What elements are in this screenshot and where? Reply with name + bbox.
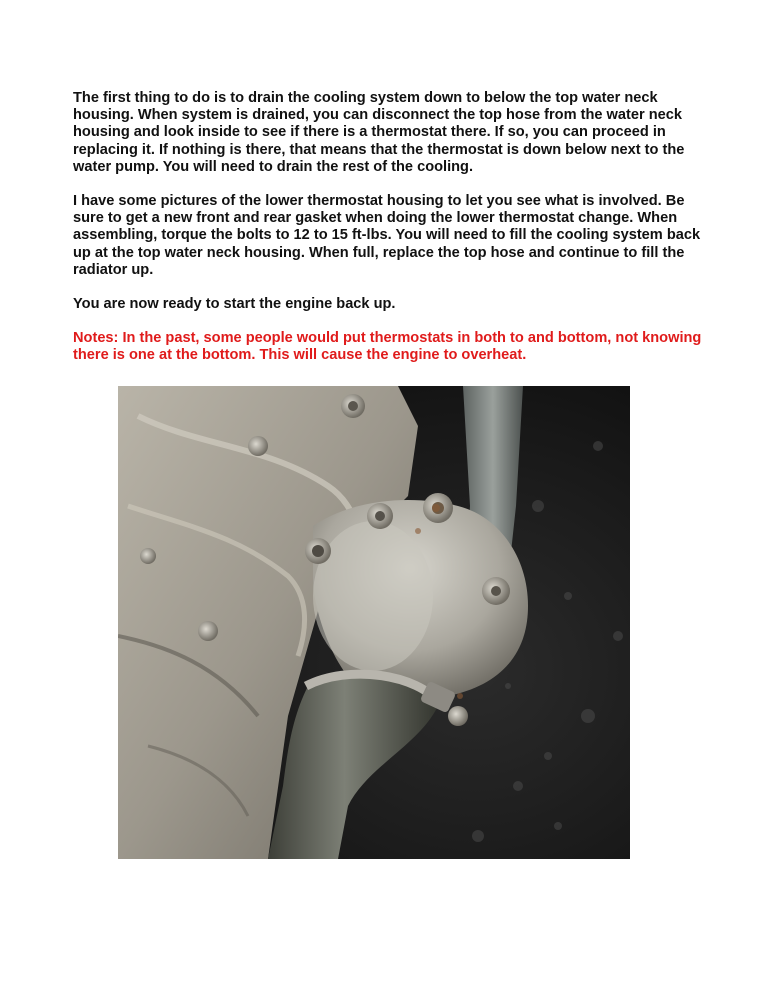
document-body	[73, 90, 713, 382]
clamp-screw	[448, 706, 468, 726]
thermostat-housing-photo	[118, 386, 630, 859]
paragraph-lower-thermostat-housing: I have some pictures of the lower thermostat housing to let you see what is involved. Be sure to get a new front and rear gasket when doing the lower thermostat change. When assembling, torque the bolts to 12 to 15 ft-lbs. You will need to fill the cooling system back up at the top water neck housing. When full, replace the top hose and continue to fill the radiator up.	[73, 193, 701, 278]
paragraph-restart-engine: You are now ready to start the engine back up.	[73, 296, 396, 313]
notes-warning: Notes: In the past, some people would put thermostats in both to and bottom, not knowing there is one at the bottom. This will cause the engine to overheat.	[73, 330, 702, 364]
paragraph-drain-cooling-system: The first thing to do is to drain the cooling system down to below the top water neck housing. When system is drained, you can disconnect the top hose from the water neck housing and look inside to see if there is a thermostat there. If so, you can proceed in replacing it. If nothing is there, that means that the thermostat is down below next to the water pump. You will need to drain the rest of the cooling.	[73, 90, 685, 175]
